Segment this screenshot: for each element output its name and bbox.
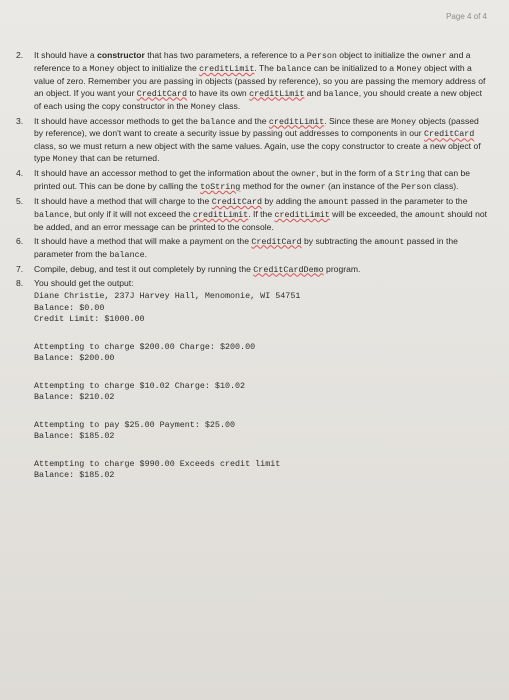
code-term: CreditCardDemo (253, 264, 324, 275)
item-number: 3. (16, 115, 24, 126)
text-segment: method for the (240, 181, 301, 192)
text-segment: Compile, debug, and test it out completely by running the (34, 263, 254, 274)
code-term: CreditCard (136, 88, 187, 99)
text-segment: . The (254, 62, 277, 73)
code-term: amount (318, 196, 349, 207)
list-item (14, 278, 490, 481)
text-segment: that can be returned. (77, 153, 160, 164)
item-text (34, 168, 490, 194)
text-segment: , but only if it will not exceed the (69, 208, 193, 219)
item-text (34, 236, 490, 262)
text-segment: and the (235, 115, 269, 126)
text-segment: (an instance of the (325, 181, 402, 192)
output-line: Balance: $0.00 (34, 302, 105, 313)
list-item (14, 168, 490, 194)
list-item (14, 196, 490, 234)
code-term: toString (200, 182, 241, 193)
code-term: balance (323, 88, 359, 99)
output-line: Balance: $200.00 (34, 353, 115, 364)
text-segment: can be initialized to a (311, 62, 397, 73)
text-segment: , you should create a new object of each using the copy constructor in the (34, 87, 482, 111)
output-line: Credit Limit: $1000.00 (34, 314, 145, 325)
code-term: balance (276, 63, 312, 74)
item-text (34, 196, 490, 234)
console-output (34, 291, 490, 482)
text-segment: , but in the form of a (316, 168, 395, 179)
code-term: amount (374, 236, 405, 247)
list-item (14, 264, 490, 277)
text-segment: that can be printed out. This can be done by calling the (34, 168, 471, 192)
code-term: CreditCard (424, 129, 475, 140)
item-number: 5. (16, 195, 24, 206)
code-term: creditLimit (268, 116, 325, 127)
text-segment: passed in the parameter from the (34, 235, 458, 259)
item-text (34, 50, 490, 114)
code-term: Person (401, 182, 432, 193)
code-term: CreditCard (211, 196, 262, 207)
text-segment: class, so we must return a new object with the same values. Again, use the copy constructor to create a new object of type (34, 141, 481, 164)
text-segment: that has two parameters, a reference to a (144, 50, 307, 60)
text-segment: It should have accessor methods to get the (34, 115, 201, 126)
item-number: 4. (16, 168, 24, 179)
code-term: creditLimit (199, 63, 255, 74)
item-number: 8. (16, 278, 24, 289)
code-term: creditLimit (274, 209, 330, 220)
text-segment: to have its own (186, 87, 250, 98)
text-segment: will be exceeded, the (329, 208, 415, 219)
output-line: Balance: $210.02 (34, 392, 115, 403)
text-segment: object to initialize the (114, 62, 200, 73)
requirements-list (14, 50, 490, 482)
instructions-content (14, 50, 490, 484)
text-segment: constructor (97, 50, 145, 60)
output-line: Attempting to charge $200.00 Charge: $200.00 (34, 341, 256, 352)
code-term: Money (52, 154, 78, 165)
text-segment: It should have an accessor method to get the information about the (34, 168, 292, 179)
list-item (14, 116, 490, 167)
code-term: balance (200, 116, 236, 127)
text-segment: object with a value of zero. Remember you are passing in objects (passed by reference), so you are passing the memory address of an object. If you want your (34, 62, 486, 98)
code-term: Money (391, 116, 417, 127)
output-line: Balance: $185.02 (34, 431, 115, 442)
text-segment: should not be added, and an error message can be printed to the console. (34, 208, 488, 232)
code-term: owner (300, 182, 326, 193)
text-segment: It should have a method that will make a payment on the (34, 235, 252, 246)
code-term: Money (190, 101, 216, 112)
output-line: Attempting to charge $990.00 Exceeds credit limit (34, 458, 281, 469)
list-item (14, 236, 490, 262)
output-line: Attempting to charge $10.02 Charge: $10.02 (34, 380, 246, 391)
page-number: Page 4 of 4 (446, 12, 487, 21)
text-segment: It should have a (34, 50, 98, 60)
item-number: 2. (16, 50, 24, 60)
item-text (34, 116, 490, 167)
code-term: owner (291, 169, 317, 180)
item-number: 6. (16, 235, 24, 246)
output-line: Attempting to pay $25.00 Payment: $25.00 (34, 419, 236, 430)
list-item (14, 50, 490, 114)
text-segment: objects (passed by reference), we don't want to create a security issue by passing out addresses to components in our (34, 115, 479, 139)
text-segment: class. (215, 100, 241, 111)
text-segment: . (144, 248, 148, 259)
code-term: owner (421, 51, 447, 61)
text-segment: . Since these are (324, 115, 392, 126)
code-term: Money (396, 63, 422, 74)
item-number: 7. (16, 263, 24, 274)
code-term: creditLimit (192, 209, 249, 220)
text-segment: program. (323, 263, 361, 274)
text-segment: by adding the (261, 195, 319, 206)
text-segment: . If the (248, 208, 275, 219)
text-segment: object to initialize the (336, 50, 422, 60)
text-segment: passed in the parameter to the (348, 195, 468, 206)
code-term: Money (89, 63, 115, 74)
code-term: CreditCard (251, 236, 302, 247)
code-term: amount (414, 209, 445, 220)
code-term: balance (34, 209, 70, 220)
item-text (34, 264, 490, 277)
text-segment: and a reference to a (34, 50, 471, 73)
output-line: Diane Christie, 237J Harvey Hall, Menomonie, WI 54751 (34, 291, 301, 302)
code-term: Person (306, 51, 337, 61)
text-segment: It should have a method that will charge to the (34, 195, 212, 206)
text-segment: You should get the output: (34, 278, 134, 289)
code-term: String (395, 169, 426, 180)
text-segment: by subtracting the (301, 235, 375, 246)
text-segment: and (304, 87, 324, 98)
item-text (34, 278, 490, 290)
text-segment: class). (431, 181, 459, 192)
output-line: Balance: $185.02 (34, 470, 115, 481)
code-term: creditLimit (249, 88, 305, 99)
code-term: balance (109, 249, 145, 260)
